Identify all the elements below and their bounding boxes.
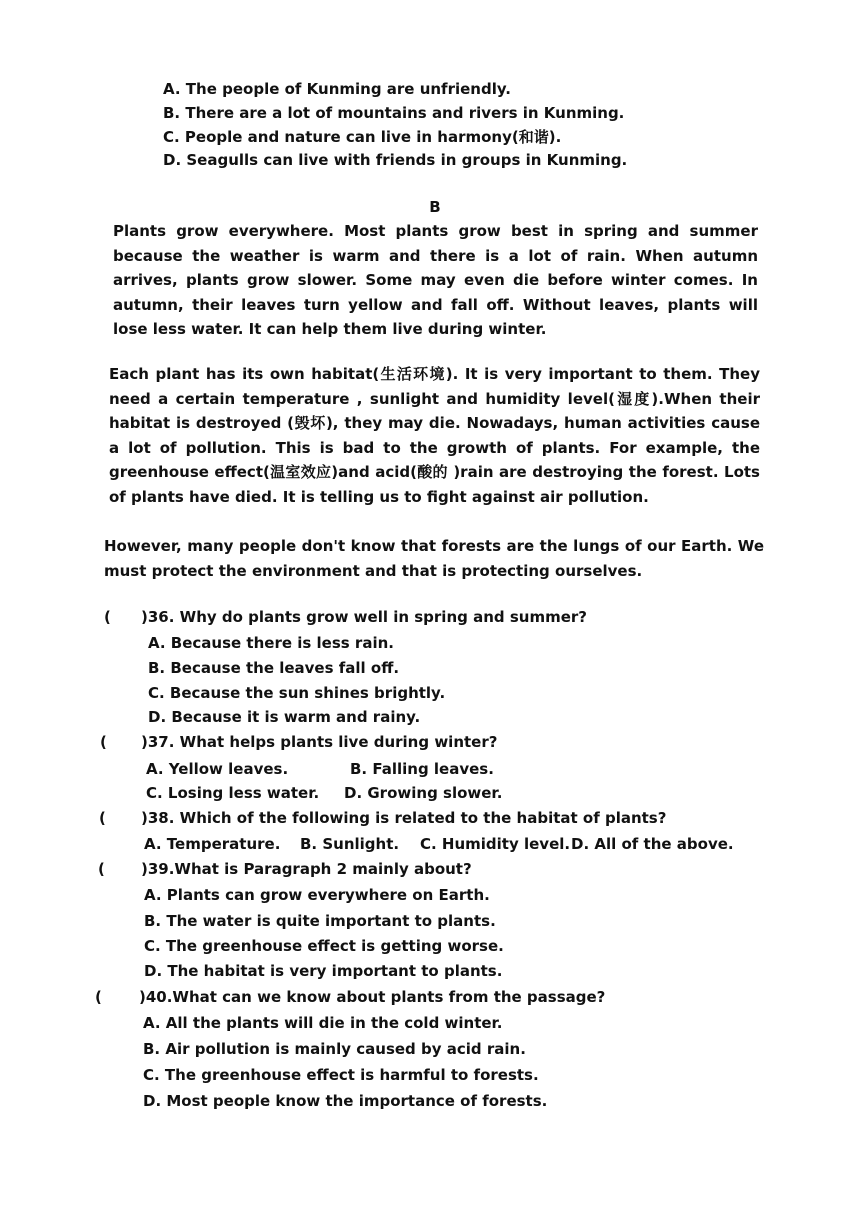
q36-option-b: B. Because the leaves fall off. — [148, 659, 400, 677]
q40-bracket: ( — [95, 988, 102, 1006]
prev-option-c: C. People and nature can live in harmony(和谐). — [163, 128, 562, 146]
q38-stem: )38. Which of the following is related to the habitat of plants? — [141, 809, 667, 827]
q38-option-b: B. Sunlight. — [300, 835, 400, 853]
q40-option-c: C. The greenhouse effect is harmful to forests. — [143, 1066, 539, 1084]
q37-option-d: D. Growing slower. — [344, 784, 503, 802]
prev-option-b: B. There are a lot of mountains and rivers in Kunming. — [163, 104, 625, 122]
q36-option-d: D. Because it is warm and rainy. — [148, 708, 421, 726]
prev-option-a: A. The people of Kunming are unfriendly. — [163, 80, 511, 98]
q36-option-c: C. Because the sun shines brightly. — [148, 684, 446, 702]
q38-bracket: ( — [99, 809, 106, 827]
q40-option-b: B. Air pollution is mainly caused by acid rain. — [143, 1040, 526, 1058]
q40-option-d: D. Most people know the importance of forests. — [143, 1092, 548, 1110]
q39-bracket: ( — [98, 860, 105, 878]
q36-stem: )36. Why do plants grow well in spring and summer? — [141, 608, 587, 626]
q39-option-a: A. Plants can grow everywhere on Earth. — [144, 886, 490, 904]
q40-option-a: A. All the plants will die in the cold winter. — [143, 1014, 503, 1032]
q39-option-d: D. The habitat is very important to plants. — [144, 962, 503, 980]
q40-stem: )40.What can we know about plants from the passage? — [139, 988, 606, 1006]
q37-stem: )37. What helps plants live during winter? — [141, 733, 498, 751]
q37-bracket: ( — [100, 733, 107, 751]
passage-paragraph-3: However, many people don't know that forests are the lungs of our Earth. We must protect the environment and that is protecting ourselves. — [104, 537, 764, 580]
q38-option-c: C. Humidity level. — [420, 835, 571, 853]
q36-bracket: ( — [104, 608, 111, 626]
q37-option-b: B. Falling leaves. — [350, 760, 494, 778]
q36-option-a: A. Because there is less rain. — [148, 634, 394, 652]
q38-option-a: A. Temperature. — [144, 835, 281, 853]
q39-option-b: B. The water is quite important to plants. — [144, 912, 496, 930]
q37-option-c: C. Losing less water. — [146, 784, 320, 802]
passage-paragraph-2: Each plant has its own habitat(生活环境). It is very important to them. They need a certain temperature , sunlight and humidity level(湿度).When their habitat is destroyed (毁坏), they may die. Nowadays, human activities cause a lot of pollution. This is bad to the growth of plants. For example, the greenhouse effect(温室效应)and acid(酸的 )rain are destroying the forest. Lots of plants have died. It is telling us to fight against air pollution. — [109, 365, 760, 506]
q39-stem: )39.What is Paragraph 2 mainly about? — [141, 860, 472, 878]
section-letter: B — [429, 198, 441, 216]
q38-option-d: D. All of the above. — [571, 835, 734, 853]
q39-option-c: C. The greenhouse effect is getting worse. — [144, 937, 504, 955]
q37-option-a: A. Yellow leaves. — [146, 760, 289, 778]
passage-paragraph-1: Plants grow everywhere. Most plants grow best in spring and summer because the weather is warm and there is a lot of rain. When autumn arrives, plants grow slower. Some may even die before winter comes. In autumn, their leaves turn yellow and fall off. Without leaves, plants will lose less water. It can help them live during winter. — [113, 222, 758, 338]
prev-option-d: D. Seagulls can live with friends in groups in Kunming. — [163, 151, 628, 169]
